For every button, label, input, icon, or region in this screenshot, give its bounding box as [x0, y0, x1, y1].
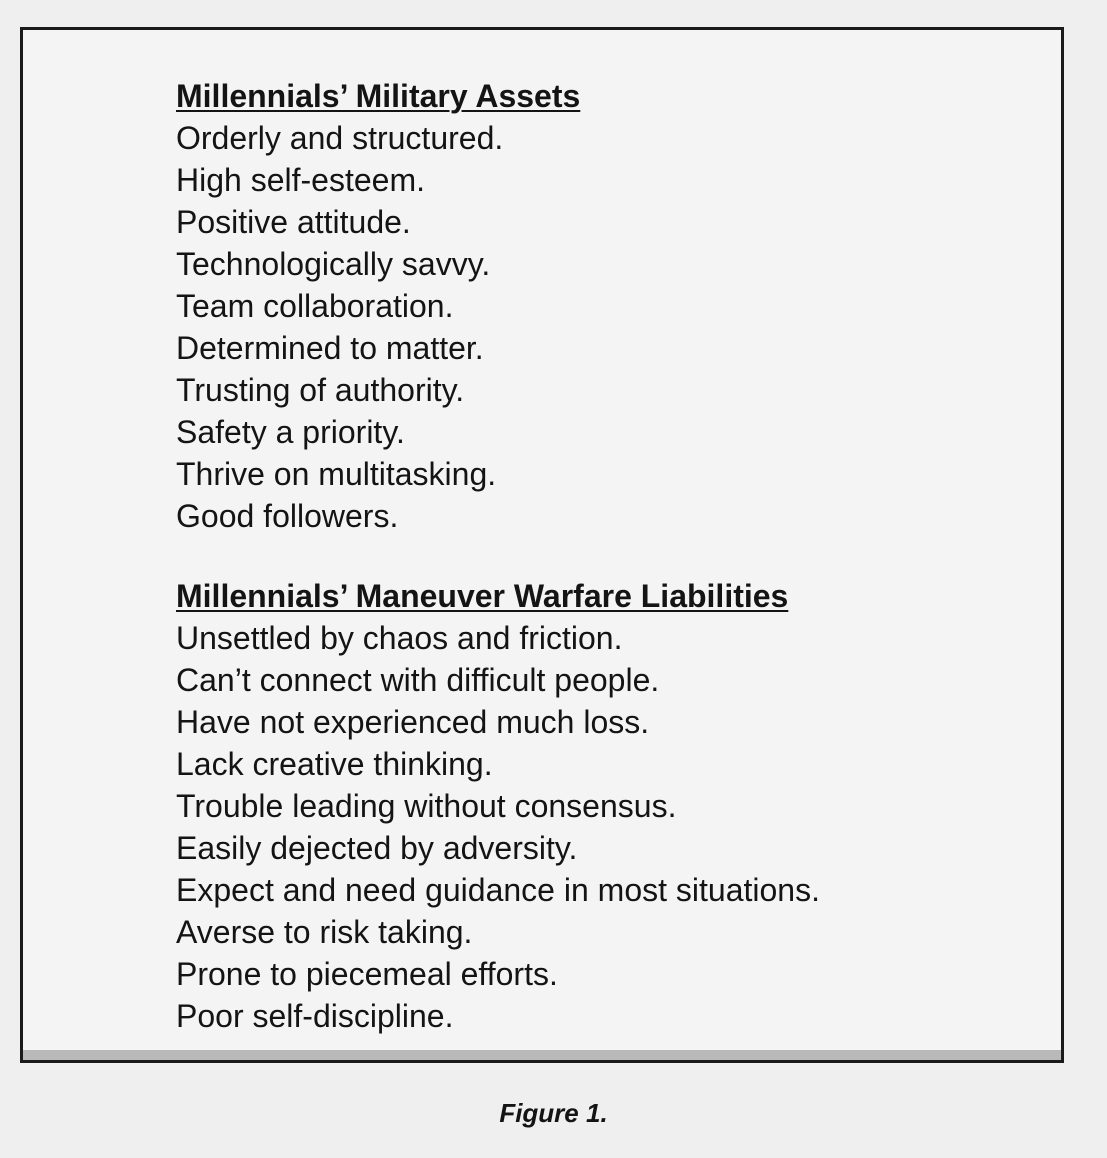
liabilities-heading: Millennials’ Maneuver Warfare Liabilities — [176, 578, 789, 614]
list-item: Easily dejected by adversity. — [176, 830, 578, 866]
box-shadow-strip — [23, 1050, 1061, 1060]
liabilities-list — [176, 617, 820, 1037]
list-item: Trusting of authority. — [176, 372, 465, 408]
assets-heading: Millennials’ Military Assets — [176, 78, 581, 114]
list-item: High self-esteem. — [176, 162, 425, 198]
list-item: Thrive on multitasking. — [176, 456, 497, 492]
list-item: Positive attitude. — [176, 204, 411, 240]
assets-list — [176, 117, 820, 537]
list-item: Lack creative thinking. — [176, 746, 493, 782]
list-item: Can’t connect with difficult people. — [176, 662, 660, 698]
figure-box — [20, 27, 1064, 1063]
list-item: Have not experienced much loss. — [176, 704, 650, 740]
list-item: Determined to matter. — [176, 330, 484, 366]
list-item: Averse to risk taking. — [176, 914, 473, 950]
list-item: Unsettled by chaos and friction. — [176, 620, 623, 656]
list-item: Good followers. — [176, 498, 399, 534]
list-item: Poor self-discipline. — [176, 998, 454, 1034]
list-item: Orderly and structured. — [176, 120, 504, 156]
list-item: Trouble leading without consensus. — [176, 788, 677, 824]
list-item: Team collaboration. — [176, 288, 454, 324]
section-spacer — [176, 537, 820, 575]
list-item: Safety a priority. — [176, 414, 405, 450]
list-item: Technologically savvy. — [176, 246, 491, 282]
list-item: Prone to piecemeal efforts. — [176, 956, 558, 992]
list-item: Expect and need guidance in most situations. — [176, 872, 820, 908]
figure-content — [176, 75, 820, 1037]
figure-caption: Figure 1. — [499, 1098, 608, 1128]
